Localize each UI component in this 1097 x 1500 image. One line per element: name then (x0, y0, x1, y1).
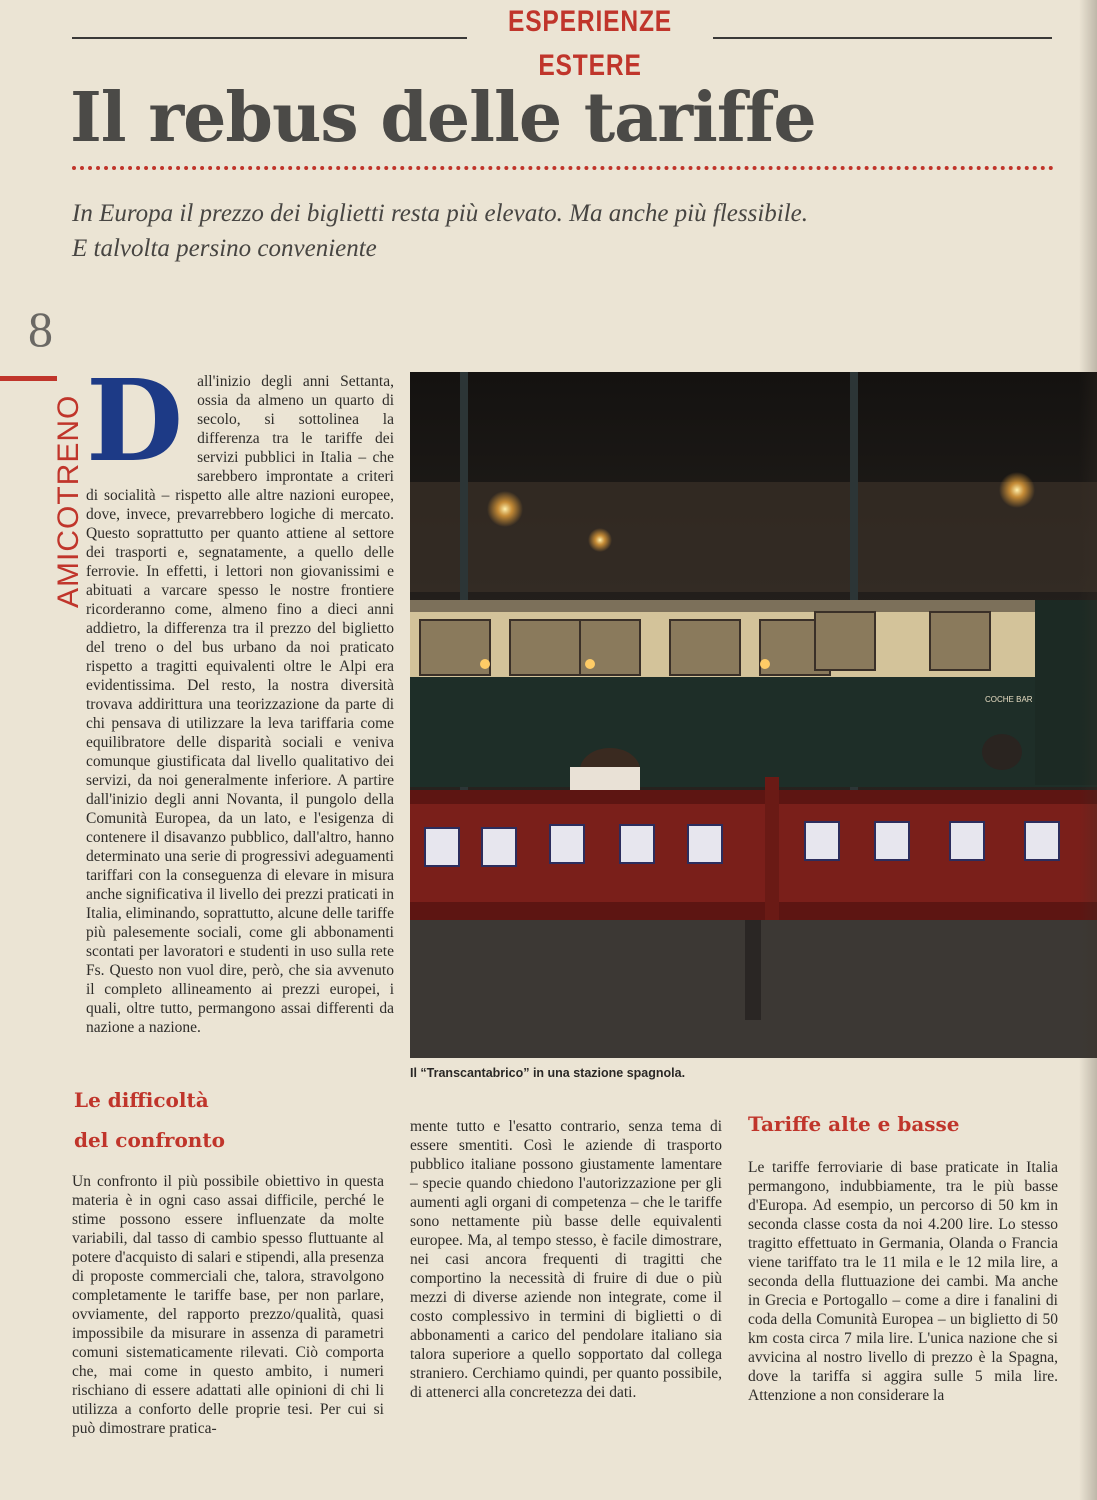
heading-line-1: Le difficoltà (74, 1088, 209, 1112)
intro-paragraph (86, 356, 394, 1037)
section-difficolta-continued (410, 1117, 722, 1402)
margin-red-bar (0, 376, 57, 381)
section-label: ESPERIENZE ESTERE (467, 0, 713, 40)
train-photo-illustration (410, 372, 1097, 1058)
drop-cap: D (86, 356, 184, 487)
heading-line-2: del confronto (74, 1128, 225, 1152)
dotted-rule (72, 166, 1054, 170)
train-photo (410, 372, 1097, 1058)
section-tariffe (748, 1110, 1058, 1405)
section-difficolta-continued-text: mente tutto e l'esatto contrario, senza tema di essere smentiti. Così le aziende di trasporto pubblico italiane possono giustamente lamentare – specie quando chiedono l'autorizzazione per gli aumenti agli organi di competenza – che le tariffe sono nettamente più basse delle equivalenti europee. Ma, al tempo stesso, è facile dimostrare, nei casi ancora frequenti di tragitti che comportino la necessità di fruire di due o più mezzi di diverse aziende non integrate, come il costo complessivo in termini di biglietti o di abbonamenti a carico del pendolare italiano sia talora superiore a quello sopportato dal collega straniero. Cerchiamo quindi, per quanto possibile, di attenerci alla concretezza dei dati. (410, 1118, 722, 1401)
section-tariffe-text: Le tariffe ferroviarie di base praticate in Italia permangono, indubbiamente, tra le più basse d'Europa. Ad esempio, un percorso di 50 km in seconda classe costa da noi 4.200 lire. Lo stesso tragitto effettuato in Germania, Olanda o Francia viene tariffato tra le 11 mila e le 12 mila lire, a seconda della fluttuazione dei cambi. Ma anche in Grecia e Portogallo – come a dire i fanalini di coda della Comunità Europea – un biglietto di 50 km costa circa 7 mila lire. L'unica nazione che si avvicina al nostro livello di prezzo è la Spagna, dove la tariffa si aggira sulle 5 mila lire. Attenzione a non considerare la (748, 1159, 1058, 1404)
intro-text: all'inizio degli anni Settanta, ossia da almeno un quarto di secolo, si sottolinea la differenza tra le tariffe dei servizi pubblici in Italia – che sarebbero improntate a criteri di socialità – rispetto alle altre nazioni europee, dove, invece, prevarrebbero logiche di mercato. Questo soprattutto per quanto attiene al settore dei trasporti e, segnatamente, a quello delle ferrovie. In effetti, i lettori non giovanissimi e abituati a varcare spesso le nostre frontiere ricorderanno come, almeno fino a dieci anni addietro, la differenza tra il prezzo del biglietto del treno o del bus urbano da noi praticato rispetto a tragitti equivalenti oltre le Alpi era evidentissima. Del resto, la nostra diversità trovava addirittura una teorizzazione da parte di chi pensava di utilizzare la leva tariffaria come equilibratore delle disparità sociali e veniva comunque giustificata dal livello qualitativo dei servizi, da noi generalmente inferiore. A partire dall'inizio degli anni Novanta, il pungolo della Comunità Europea, da un lato, e l'esigenza di contenere il disavanzo pubblico, dall'altro, hanno determinato una serie di progressivi adeguamenti tariffari con la conseguenza di elevare in misura anche significativa il livello dei prezzi praticati in Italia, eliminando, soprattutto, alcune delle tariffe più palesemente sociali, come gli abbonamenti scontati per lavoratori e studenti in uso sulla rete Fs. Questo non vuol dire, però, che sia avvenuto il completo allineamento ai prezzi europei, i quali, oltre tutto, permangono assai differenti da nazione a nazione. (86, 373, 394, 1036)
photo-caption: Il “Transcantabrico” in una stazione spagnola. (410, 1066, 686, 1080)
subheading (72, 196, 832, 266)
carriage-sign: COCHE BAR (985, 695, 1033, 704)
section-heading-tariffe: Tariffe alte e basse (748, 1112, 960, 1136)
section-heading-difficolta (74, 1080, 384, 1160)
section-difficolta (72, 1080, 384, 1438)
subheading-line-2: E talvolta persino conveniente (72, 235, 377, 262)
page-edge-shadow (1079, 0, 1097, 1500)
page-number: 8 (28, 301, 53, 357)
section-difficolta-text: Un confronto il più possibile obiettivo in questa materia è in ogni caso assai difficile, perché le stime possono essere influenzate da molte variabili, dal tasso di cambio spesso fluttuante al potere d'acquisto di salari e stipendi, alla presenza di proposte commerciali che, talora, stravolgono completamente le tariffe base, per non parlare, ovviamente, del rapporto prezzo/qualità, quasi impossibile da misurare in assenza di parametri comuni sistematicamente rilevati. Ciò comporta che, mai come in questo ambito, i numeri rischiano di essere adattati alle opinioni di chi li utilizza a conforto delle proprie tesi. Per cui si può dimostrare pratica- (72, 1173, 384, 1437)
subheading-line-1: In Europa il prezzo dei biglietti resta più elevato. Ma anche più flessibile. (72, 200, 808, 227)
headline: Il rebus delle tariffe (70, 78, 816, 158)
magazine-name: AMICOTRENO (52, 394, 85, 608)
